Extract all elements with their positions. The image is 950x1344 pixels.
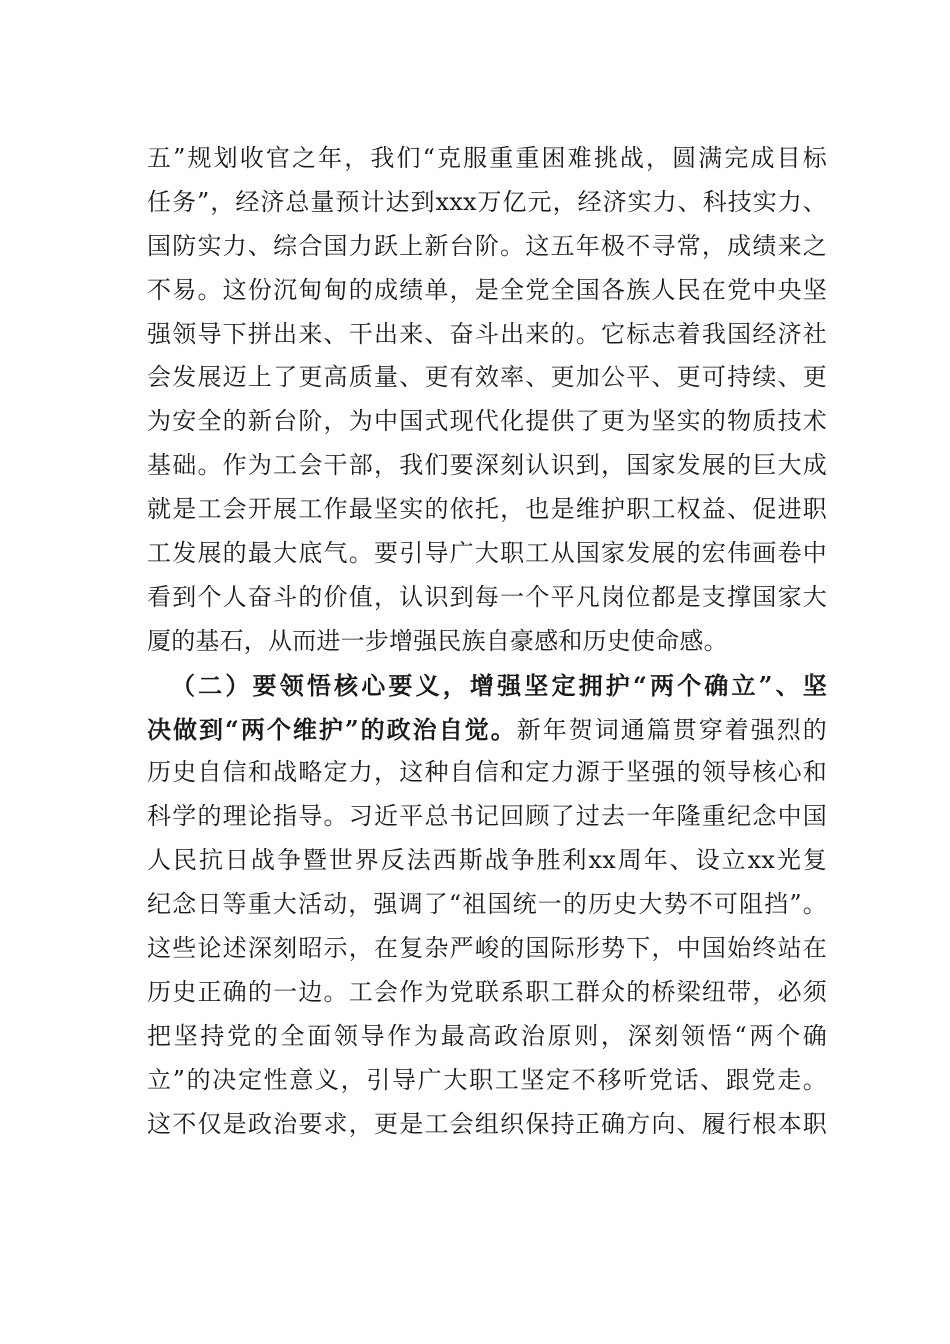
text-line: 这些论述深刻昭示，在复杂严峻的国际形势下，中国始终站在 [147, 934, 827, 963]
text-line: 就是工会开展工作最坚实的依托，也是维护职工权益、促进职 [147, 495, 827, 524]
text-line: 看到个人奋斗的价值，认识到每一个平凡岗位都是支撑国家大 [147, 582, 827, 611]
text-line: 会发展迈上了更高质量、更有效率、更加公平、更可持续、更 [147, 363, 827, 392]
text-line: 任务”，经济总量预计达到xxx万亿元，经济实力、科技实力、 [147, 187, 827, 216]
text-line [147, 708, 827, 752]
paragraph-2 [147, 664, 827, 1147]
text-line: 把坚持党的全面领导作为最高政治原则，深刻领悟“两个确 [147, 1021, 827, 1050]
text-line: 厦的基石，从而进一步增强民族自豪感和历史使命感。 [147, 626, 728, 655]
text-line: 为安全的新台阶，为中国式现代化提供了更为坚实的物质技术 [147, 407, 827, 436]
text-line: 科学的理论指导。习近平总书记回顾了过去一年隆重纪念中国 [147, 802, 827, 831]
paragraph-1 [147, 137, 827, 664]
text-line: 五”规划收官之年，我们“克服重重困难挑战，圆满完成目标 [147, 144, 827, 172]
text-line: 历史正确的一边。工会作为党联系职工群众的桥梁纽带，必须 [147, 977, 827, 1006]
document-body [147, 137, 827, 1146]
text-line: 基础。作为工会干部，我们要深刻认识到，国家发展的巨大成 [147, 451, 827, 480]
text-line: 不易。这份沉甸甸的成绩单，是全党全国各族人民在党中央坚 [147, 275, 827, 304]
text-line: 强领导下拼出来、干出来、奋斗出来的。它标志着我国经济社 [147, 319, 827, 348]
section-heading-line: （二）要领悟核心要义，增强坚定拥护“两个确立”、坚 [171, 670, 827, 700]
text-line: 人民抗日战争暨世界反法西斯战争胜利xx周年、设立xx光复 [147, 846, 827, 875]
text-line: 立”的决定性意义，引导广大职工坚定不移听党话、跟党走。 [147, 1065, 827, 1094]
text-line: 工发展的最大底气。要引导广大职工从国家发展的宏伟画卷中 [147, 539, 827, 568]
text-line: 历史自信和战略定力，这种自信和定力源于坚强的领导核心和 [147, 758, 827, 787]
text-line: 纪念日等重大活动，强调了“祖国统一的历史大势不可阻挡”。 [147, 890, 827, 919]
text-line-rest: 新年贺词通篇贯穿着强烈的 [516, 715, 827, 744]
text-line: 国防实力、综合国力跃上新台阶。这五年极不寻常，成绩来之 [147, 231, 827, 260]
section-heading-end: 决做到“两个维护”的政治自觉。 [147, 714, 517, 744]
text-line: 这不仅是政治要求，更是工会组织保持正确方向、履行根本职 [147, 1109, 827, 1138]
